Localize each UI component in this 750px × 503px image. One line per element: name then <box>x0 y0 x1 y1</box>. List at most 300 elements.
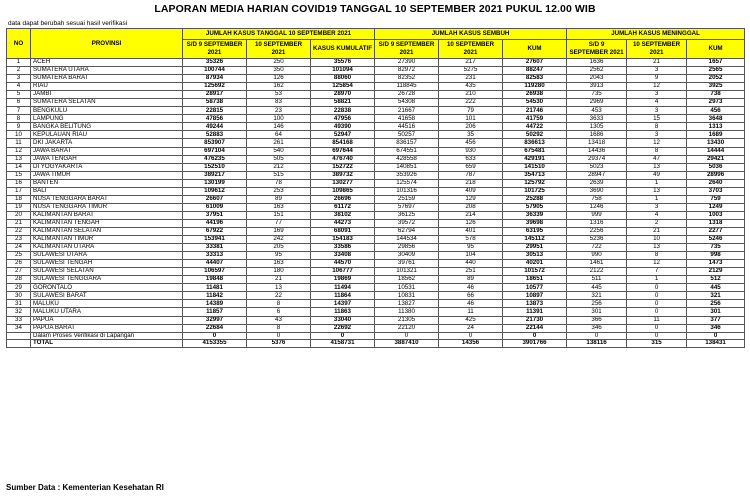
cell-provinsi: DI YOGYAKARTA <box>31 163 183 171</box>
cell-provinsi: GORONTALO <box>31 284 183 292</box>
cell-no: 24 <box>7 244 31 252</box>
table-row <box>7 252 745 260</box>
cell-sembuh-sd9: 39572 <box>375 219 439 227</box>
cell-provinsi: SUMATERA BARAT <box>31 75 183 83</box>
cell-meninggal-kum: 28996 <box>687 171 745 179</box>
header-meninggal-group: JUMLAH KASUS MENINGGAL <box>567 29 745 40</box>
header-sembuh-sep10: 10 SEPTEMBER 2021 <box>439 40 503 59</box>
cell-kasus-kumulatif: 35576 <box>311 59 375 67</box>
cell-kasus-sep10: 23 <box>247 107 311 115</box>
cell-meninggal-sep10: 7 <box>627 268 687 276</box>
cell-meninggal-sep10: 3 <box>627 107 687 115</box>
cell-meninggal-kum: 1689 <box>687 131 745 139</box>
cell-sembuh-kum: 18651 <box>503 276 567 284</box>
cell-kasus-sep10: 77 <box>247 219 311 227</box>
table-row <box>7 219 745 227</box>
cell-meninggal-sd9: 2256 <box>567 227 627 235</box>
cell-sembuh-sep10: 46 <box>439 284 503 292</box>
cell-provinsi: RIAU <box>31 83 183 91</box>
cell-kasus-sd9: 125692 <box>183 83 247 91</box>
cell-kasus-kumulatif: 11863 <box>311 308 375 316</box>
cell-kasus-kumulatif: 152722 <box>311 163 375 171</box>
cell-sembuh-sep10: 210 <box>439 91 503 99</box>
cell-provinsi: BANTEN <box>31 179 183 187</box>
table-row <box>7 67 745 75</box>
cell-kasus-sd9: 32997 <box>183 316 247 324</box>
cell-sembuh-sep10: 126 <box>439 219 503 227</box>
cell-sembuh-sep10: 24 <box>439 324 503 332</box>
table-row <box>7 316 745 324</box>
cell-sembuh-sep10: 206 <box>439 123 503 131</box>
cell-kasus-sd9: 49244 <box>183 123 247 131</box>
cell-sembuh-sep10: 440 <box>439 260 503 268</box>
cell-meninggal-kum: 0 <box>687 332 745 340</box>
cell-sembuh-kum: 0 <box>503 332 567 340</box>
table-row <box>7 91 745 99</box>
cell-sembuh-sd9: 54308 <box>375 99 439 107</box>
cell-meninggal-sep10: 3 <box>627 131 687 139</box>
cell-provinsi: JAWA TIMUR <box>31 171 183 179</box>
cell-provinsi: NUSA TENGGARA TIMUR <box>31 203 183 211</box>
cell-no: 16 <box>7 179 31 187</box>
cell-no <box>7 340 31 348</box>
cell-sembuh-sd9: 118845 <box>375 83 439 91</box>
header-meninggal-sep10: 10 SEPTEMBER 2021 <box>627 40 687 59</box>
cell-meninggal-sd9: 13418 <box>567 139 627 147</box>
cell-provinsi: BANGKA BELITUNG <box>31 123 183 131</box>
cell-provinsi: DKI JAKARTA <box>31 139 183 147</box>
cell-provinsi: NUSA TENGGARA BARAT <box>31 195 183 203</box>
cell-kasus-sd9: 37951 <box>183 211 247 219</box>
cell-meninggal-kum: 512 <box>687 276 745 284</box>
cell-sembuh-kum: 354713 <box>503 171 567 179</box>
cell-kasus-sep10: 22 <box>247 292 311 300</box>
cell-meninggal-kum: 2277 <box>687 227 745 235</box>
cell-kasus-sep10: 95 <box>247 252 311 260</box>
cell-provinsi: SUMATERA UTARA <box>31 67 183 75</box>
cell-sembuh-kum: 22144 <box>503 324 567 332</box>
report-title: LAPORAN MEDIA HARIAN COVID19 TANGGAL 10 SEPTEMBER 2021 PUKUL 12.00 WIB <box>154 3 596 15</box>
cell-meninggal-sd9: 0 <box>567 332 627 340</box>
cell-provinsi: SULAWESI SELATAN <box>31 268 183 276</box>
cell-sembuh-sd9: 29856 <box>375 244 439 252</box>
header-sembuh-group: JUMLAH KASUS SEMBUH <box>375 29 567 40</box>
table-row <box>7 300 745 308</box>
cell-kasus-sd9: 4153355 <box>183 340 247 348</box>
header-meninggal-sd9: S/D 9 SEPTEMBER 2021 <box>567 40 627 59</box>
cell-sembuh-sd9: 353926 <box>375 171 439 179</box>
cell-kasus-sep10: 100 <box>247 115 311 123</box>
cell-sembuh-sep10: 11 <box>439 308 503 316</box>
cell-sembuh-sd9: 836157 <box>375 139 439 147</box>
cell-sembuh-sd9: 57697 <box>375 203 439 211</box>
cell-provinsi: ACEH <box>31 59 183 67</box>
cell-meninggal-sd9: 1636 <box>567 59 627 67</box>
header-kasus-group: JUMLAH KASUS TANGGAL 10 SEPTEMBER 2021 <box>183 29 375 40</box>
cell-provinsi: KALIMANTAN TIMUR <box>31 236 183 244</box>
cell-kasus-kumulatif: 130277 <box>311 179 375 187</box>
cell-meninggal-kum: 998 <box>687 252 745 260</box>
cell-sembuh-kum: 57905 <box>503 203 567 211</box>
cell-no: 29 <box>7 284 31 292</box>
cell-kasus-sep10: 505 <box>247 155 311 163</box>
cell-sembuh-kum: 88247 <box>503 67 567 75</box>
cell-meninggal-sd9: 1316 <box>567 219 627 227</box>
cell-meninggal-kum: 2973 <box>687 99 745 107</box>
cell-kasus-sep10: 21 <box>247 276 311 284</box>
cell-provinsi: JAWA TENGAH <box>31 155 183 163</box>
cell-meninggal-sep10: 0 <box>627 292 687 300</box>
cell-kasus-sd9: 106597 <box>183 268 247 276</box>
cell-sembuh-kum: 21746 <box>503 107 567 115</box>
cell-meninggal-sd9: 366 <box>567 316 627 324</box>
cell-sembuh-sd9: 62794 <box>375 227 439 235</box>
table-row <box>7 59 745 67</box>
cell-sembuh-sep10: 930 <box>439 147 503 155</box>
cell-kasus-sep10: 261 <box>247 139 311 147</box>
cell-kasus-sd9: 152510 <box>183 163 247 171</box>
table-row <box>7 308 745 316</box>
cell-kasus-kumulatif: 4158731 <box>311 340 375 348</box>
cell-kasus-sep10: 515 <box>247 171 311 179</box>
cell-meninggal-sep10: 1 <box>627 195 687 203</box>
cell-meninggal-sd9: 1461 <box>567 260 627 268</box>
cell-sembuh-sd9: 3887410 <box>375 340 439 348</box>
table-row <box>7 99 745 107</box>
cell-no: 33 <box>7 316 31 324</box>
cell-sembuh-kum: 30513 <box>503 252 567 260</box>
cell-meninggal-sd9: 1686 <box>567 131 627 139</box>
cell-sembuh-sd9: 101316 <box>375 187 439 195</box>
cell-meninggal-sep10: 0 <box>627 324 687 332</box>
cell-sembuh-sd9: 36125 <box>375 211 439 219</box>
cell-sembuh-sd9: 140851 <box>375 163 439 171</box>
cell-meninggal-kum: 5036 <box>687 163 745 171</box>
cell-meninggal-sd9: 990 <box>567 252 627 260</box>
cell-meninggal-kum: 738 <box>687 91 745 99</box>
cell-sembuh-sd9: 27390 <box>375 59 439 67</box>
cell-no: 17 <box>7 187 31 195</box>
cell-kasus-sep10: 0 <box>247 332 311 340</box>
cell-kasus-sd9: 52883 <box>183 131 247 139</box>
cell-kasus-kumulatif: 14397 <box>311 300 375 308</box>
cell-sembuh-sd9: 18562 <box>375 276 439 284</box>
cell-provinsi: SULAWESI UTARA <box>31 252 183 260</box>
cell-meninggal-kum: 5246 <box>687 236 745 244</box>
cell-kasus-sd9: 22684 <box>183 324 247 332</box>
cell-sembuh-kum: 141510 <box>503 163 567 171</box>
cell-meninggal-sd9: 722 <box>567 244 627 252</box>
cell-meninggal-sd9: 3690 <box>567 187 627 195</box>
cell-sembuh-sep10: 217 <box>439 59 503 67</box>
header-meninggal-kum: KUM <box>687 40 745 59</box>
cell-kasus-kumulatif: 44273 <box>311 219 375 227</box>
cell-kasus-sep10: 250 <box>247 59 311 67</box>
cell-no: 23 <box>7 236 31 244</box>
cell-provinsi: JAWA BARAT <box>31 147 183 155</box>
cell-meninggal-sd9: 14436 <box>567 147 627 155</box>
header-sembuh-kum: KUM <box>503 40 567 59</box>
cell-sembuh-sd9: 13827 <box>375 300 439 308</box>
table-row <box>7 83 745 91</box>
table-row <box>7 195 745 203</box>
cell-sembuh-kum: 63195 <box>503 227 567 235</box>
cell-no: 12 <box>7 147 31 155</box>
cell-meninggal-sep10: 3 <box>627 203 687 211</box>
cell-no: 13 <box>7 155 31 163</box>
header-kasus-sep10: 10 SEPTEMBER 2021 <box>247 40 311 59</box>
cell-meninggal-sd9: 2639 <box>567 179 627 187</box>
cell-provinsi: SULAWESI TENGGARA <box>31 276 183 284</box>
cell-provinsi: MALUKU <box>31 300 183 308</box>
cell-meninggal-sd9: 5236 <box>567 236 627 244</box>
cell-meninggal-kum: 13430 <box>687 139 745 147</box>
cell-sembuh-sd9: 25159 <box>375 195 439 203</box>
cell-kasus-kumulatif: 61172 <box>311 203 375 211</box>
cell-meninggal-sep10: 12 <box>627 83 687 91</box>
cell-provinsi: PAPUA <box>31 316 183 324</box>
cell-meninggal-kum: 1003 <box>687 211 745 219</box>
cell-kasus-kumulatif: 22692 <box>311 324 375 332</box>
cell-sembuh-sep10: 46 <box>439 300 503 308</box>
cell-kasus-sep10: 242 <box>247 236 311 244</box>
cell-meninggal-sep10: 12 <box>627 260 687 268</box>
cell-no: 7 <box>7 107 31 115</box>
cell-kasus-sep10: 78 <box>247 179 311 187</box>
cell-meninggal-sep10: 0 <box>627 308 687 316</box>
cell-meninggal-kum: 3648 <box>687 115 745 123</box>
cell-no: 3 <box>7 75 31 83</box>
table-row <box>7 284 745 292</box>
cell-sembuh-sd9: 26728 <box>375 91 439 99</box>
cell-meninggal-kum: 2565 <box>687 67 745 75</box>
cell-kasus-sd9: 11857 <box>183 308 247 316</box>
cell-meninggal-kum: 377 <box>687 316 745 324</box>
cell-meninggal-kum: 138431 <box>687 340 745 348</box>
cell-no: 8 <box>7 115 31 123</box>
cell-no: 28 <box>7 276 31 284</box>
cell-sembuh-sep10: 787 <box>439 171 503 179</box>
cell-meninggal-sep10: 0 <box>627 332 687 340</box>
cell-kasus-kumulatif: 109865 <box>311 187 375 195</box>
cell-no: 1 <box>7 59 31 67</box>
cell-no: 19 <box>7 203 31 211</box>
cell-provinsi: BALI <box>31 187 183 195</box>
cell-kasus-sep10: 53 <box>247 91 311 99</box>
cell-kasus-kumulatif: 101094 <box>311 67 375 75</box>
cell-no: 30 <box>7 292 31 300</box>
table-row <box>7 107 745 115</box>
cell-kasus-sd9: 476235 <box>183 155 247 163</box>
cell-kasus-sd9: 11842 <box>183 292 247 300</box>
cell-kasus-kumulatif: 19869 <box>311 276 375 284</box>
cell-kasus-sep10: 64 <box>247 131 311 139</box>
cell-kasus-kumulatif: 38102 <box>311 211 375 219</box>
table-row <box>7 324 745 332</box>
cell-no: 6 <box>7 99 31 107</box>
cell-no: 2 <box>7 67 31 75</box>
header-no: NO <box>7 29 31 59</box>
cell-kasus-sd9: 61009 <box>183 203 247 211</box>
cell-kasus-kumulatif: 88060 <box>311 75 375 83</box>
cell-sembuh-sep10: 231 <box>439 75 503 83</box>
cell-meninggal-sep10: 1 <box>627 179 687 187</box>
header-sembuh-sd9: S/D 9 SEPTEMBER 2021 <box>375 40 439 59</box>
table-row <box>7 187 745 195</box>
cell-sembuh-kum: 125792 <box>503 179 567 187</box>
cell-meninggal-kum: 346 <box>687 324 745 332</box>
cell-provinsi: SUMATERA SELATAN <box>31 99 183 107</box>
cell-provinsi: BENGKULU <box>31 107 183 115</box>
cell-sembuh-kum: 25288 <box>503 195 567 203</box>
cell-sembuh-sep10: 425 <box>439 316 503 324</box>
table-row <box>7 123 745 131</box>
cell-kasus-sep10: 146 <box>247 123 311 131</box>
cell-meninggal-sep10: 49 <box>627 171 687 179</box>
cell-meninggal-sep10: 1 <box>627 276 687 284</box>
cell-meninggal-sd9: 2562 <box>567 67 627 75</box>
cell-sembuh-sep10: 0 <box>439 332 503 340</box>
cell-kasus-sep10: 5376 <box>247 340 311 348</box>
cell-kasus-sep10: 126 <box>247 75 311 83</box>
cell-meninggal-sep10: 2 <box>627 219 687 227</box>
cell-meninggal-sep10: 21 <box>627 59 687 67</box>
cell-kasus-sep10: 205 <box>247 244 311 252</box>
cell-kasus-sd9: 44196 <box>183 219 247 227</box>
cell-meninggal-sep10: 13 <box>627 244 687 252</box>
cell-sembuh-sep10: 95 <box>439 244 503 252</box>
cell-kasus-sep10: 253 <box>247 187 311 195</box>
cell-sembuh-sep10: 409 <box>439 187 503 195</box>
table-row <box>7 115 745 123</box>
cell-kasus-sd9: 153941 <box>183 236 247 244</box>
cell-meninggal-sep10: 13 <box>627 187 687 195</box>
cell-kasus-sd9: 14389 <box>183 300 247 308</box>
cell-meninggal-sd9: 138116 <box>567 340 627 348</box>
cell-meninggal-sd9: 2122 <box>567 268 627 276</box>
table-row <box>7 203 745 211</box>
cell-meninggal-sd9: 3913 <box>567 83 627 91</box>
cell-kasus-sep10: 151 <box>247 211 311 219</box>
header-provinsi: PROVINSI <box>31 29 183 59</box>
cell-meninggal-kum: 2640 <box>687 179 745 187</box>
table-row <box>7 268 745 276</box>
cell-sembuh-sep10: 101 <box>439 115 503 123</box>
cell-meninggal-sd9: 301 <box>567 308 627 316</box>
cell-sembuh-sd9: 11380 <box>375 308 439 316</box>
cell-kasus-kumulatif: 125854 <box>311 83 375 91</box>
cell-kasus-sd9: 44407 <box>183 260 247 268</box>
cell-meninggal-kum: 1657 <box>687 59 745 67</box>
cell-kasus-kumulatif: 106777 <box>311 268 375 276</box>
cell-kasus-sd9: 33381 <box>183 244 247 252</box>
cell-meninggal-kum: 14444 <box>687 147 745 155</box>
cell-sembuh-sep10: 659 <box>439 163 503 171</box>
cell-provinsi: KALIMANTAN SELATAN <box>31 227 183 235</box>
cell-sembuh-kum: 145112 <box>503 236 567 244</box>
cell-kasus-sep10: 350 <box>247 67 311 75</box>
cell-kasus-sep10: 162 <box>247 83 311 91</box>
cell-kasus-kumulatif: 476740 <box>311 155 375 163</box>
cell-meninggal-sd9: 445 <box>567 284 627 292</box>
cell-sembuh-sd9: 674551 <box>375 147 439 155</box>
cell-sembuh-sep10: 222 <box>439 99 503 107</box>
cell-sembuh-kum: 44722 <box>503 123 567 131</box>
cell-meninggal-kum: 2052 <box>687 75 745 83</box>
cell-no: 31 <box>7 300 31 308</box>
cell-provinsi: SULAWESI TENGAH <box>31 260 183 268</box>
cell-sembuh-kum: 101572 <box>503 268 567 276</box>
cell-sembuh-kum: 836613 <box>503 139 567 147</box>
cell-sembuh-kum: 27607 <box>503 59 567 67</box>
table-row <box>7 75 745 83</box>
cell-kasus-sd9: 87934 <box>183 75 247 83</box>
cell-meninggal-kum: 1473 <box>687 260 745 268</box>
cell-meninggal-sep10: 0 <box>627 284 687 292</box>
cell-no: 10 <box>7 131 31 139</box>
cell-no: 27 <box>7 268 31 276</box>
cell-sembuh-sep10: 208 <box>439 203 503 211</box>
cell-sembuh-sep10: 5275 <box>439 67 503 75</box>
cell-meninggal-sep10: 4 <box>627 211 687 219</box>
cell-no: 26 <box>7 260 31 268</box>
cell-sembuh-kum: 26938 <box>503 91 567 99</box>
cell-sembuh-kum: 29951 <box>503 244 567 252</box>
cell-no: 14 <box>7 163 31 171</box>
table-row <box>7 260 745 268</box>
cell-kasus-sd9: 22815 <box>183 107 247 115</box>
cell-meninggal-sep10: 15 <box>627 115 687 123</box>
cell-kasus-kumulatif: 22838 <box>311 107 375 115</box>
cell-sembuh-sd9: 50257 <box>375 131 439 139</box>
cell-meninggal-kum: 3703 <box>687 187 745 195</box>
cell-meninggal-sd9: 735 <box>567 91 627 99</box>
cell-meninggal-sep10: 3 <box>627 67 687 75</box>
cell-sembuh-sep10: 578 <box>439 236 503 244</box>
cell-meninggal-kum: 1249 <box>687 203 745 211</box>
cell-meninggal-kum: 735 <box>687 244 745 252</box>
cell-no: 5 <box>7 91 31 99</box>
cell-kasus-sep10: 89 <box>247 195 311 203</box>
cell-kasus-kumulatif: 0 <box>311 332 375 340</box>
cell-no: 18 <box>7 195 31 203</box>
table-row <box>7 292 745 300</box>
cell-kasus-sd9: 853907 <box>183 139 247 147</box>
cell-sembuh-kum: 40201 <box>503 260 567 268</box>
cell-sembuh-sep10: 35 <box>439 131 503 139</box>
cell-meninggal-sep10: 10 <box>627 236 687 244</box>
cell-kasus-sep10: 163 <box>247 203 311 211</box>
cell-kasus-sd9: 35326 <box>183 59 247 67</box>
cell-no: 25 <box>7 252 31 260</box>
cell-sembuh-kum: 82583 <box>503 75 567 83</box>
table-row <box>7 236 745 244</box>
cell-provinsi: MALUKU UTARA <box>31 308 183 316</box>
cell-meninggal-sep10: 315 <box>627 340 687 348</box>
cell-meninggal-sd9: 28947 <box>567 171 627 179</box>
cell-no: 21 <box>7 219 31 227</box>
cell-kasus-sep10: 43 <box>247 316 311 324</box>
cell-no: 32 <box>7 308 31 316</box>
cell-meninggal-sd9: 511 <box>567 276 627 284</box>
cell-sembuh-kum: 10897 <box>503 292 567 300</box>
cell-meninggal-sd9: 999 <box>567 211 627 219</box>
cell-kasus-kumulatif: 58821 <box>311 99 375 107</box>
total-row <box>7 340 745 348</box>
cell-kasus-sep10: 169 <box>247 227 311 235</box>
cell-kasus-sd9: 58738 <box>183 99 247 107</box>
cell-meninggal-sd9: 1246 <box>567 203 627 211</box>
